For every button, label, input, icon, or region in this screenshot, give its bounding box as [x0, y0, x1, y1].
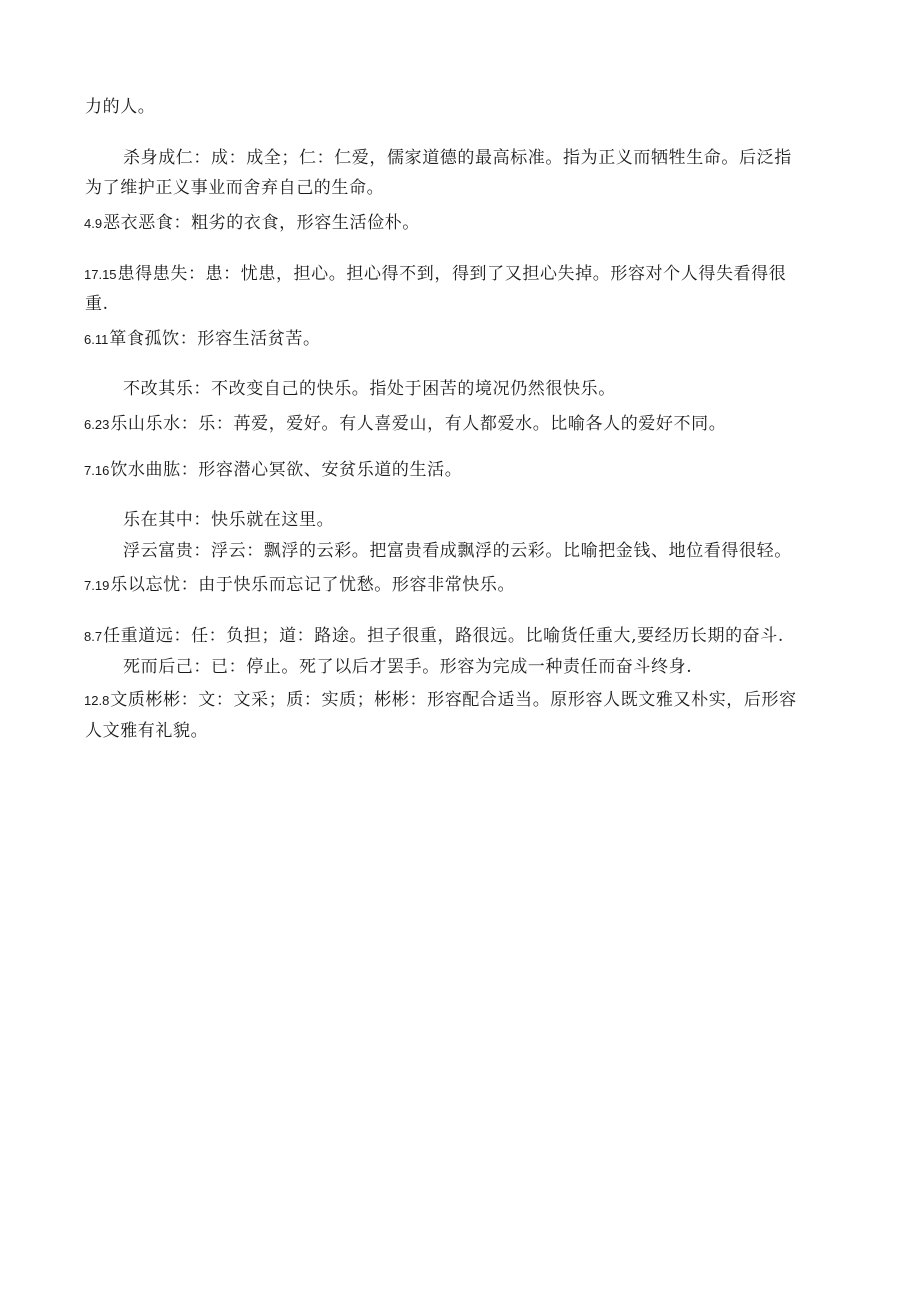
line-number: 8.7	[84, 629, 103, 644]
line-text: 乐在其中：快乐就在这里。	[123, 510, 335, 530]
line-text: 文质彬彬：文：文采；质：实质；彬彬：形容配合适当。原形容人既文雅又朴实，后形容	[110, 690, 797, 710]
line-number: 12.8	[84, 693, 110, 708]
text-line	[84, 324, 844, 355]
text-line	[84, 621, 844, 652]
line-text: 不改其乐：不改变自己的快乐。指处于困苦的境况仍然很快乐。	[123, 379, 616, 399]
line-text: 乐以忘忧：由于快乐而忘记了忧愁。形容非常快乐。	[110, 575, 516, 595]
text-line	[84, 455, 844, 486]
text-line	[84, 716, 844, 747]
line-number: 17.15	[84, 267, 117, 282]
line-number: 6.23	[84, 417, 110, 432]
line-text: 死而后己：已：停止。死了以后才罢手。形容为完成一种责任而奋斗终身.	[123, 657, 693, 677]
line-text: 浮云富贵：浮云：飘浮的云彩。把富贵看成飘浮的云彩。比喻把金钱、地位看得很轻。	[123, 541, 792, 561]
text-line	[84, 570, 844, 601]
text-line	[84, 208, 844, 239]
text-line	[122, 374, 882, 405]
line-text: 杀身成仁：成：成全；仁：仁爱，儒家道德的最高标准。指为正义而牺牲生命。后泛指	[123, 148, 792, 168]
text-line	[122, 143, 882, 174]
text-line	[122, 505, 882, 536]
line-text: 箪食孤饮：形容生活贫苦。	[109, 329, 321, 349]
line-number: 7.19	[84, 578, 110, 593]
line-number: 4.9	[84, 216, 103, 231]
text-line	[84, 92, 844, 123]
line-text: 患得患失：患：忧患，担心。担心得不到，得到了又担心失掉。形容对个人得失看得很	[117, 264, 787, 284]
line-text: 任重道远：任：负担；道：路途。担子很重，路很远。比喻货任重大,要经历长期的奋斗.	[103, 626, 784, 646]
line-text: 恶衣恶食：粗劣的衣食，形容生活俭朴。	[103, 213, 420, 233]
line-text: 饮水曲肱：形容潜心冥欲、安贫乐道的生活。	[110, 460, 463, 480]
line-number: 6.11	[84, 332, 109, 347]
line-text: 重.	[85, 294, 109, 314]
text-line	[84, 685, 844, 716]
text-line	[84, 259, 844, 290]
line-text: 力的人。	[85, 97, 156, 117]
text-line	[84, 289, 844, 320]
line-number: 7.16	[84, 463, 110, 478]
line-text: 为了维护正义事业而舍弃自己的生命。	[85, 178, 385, 198]
text-line	[84, 409, 844, 440]
line-text: 乐山乐水：乐：苒爱，爱好。有人喜爱山，有人都爱水。比喻各人的爱好不同。	[110, 414, 727, 434]
line-text: 人文雅有礼貌。	[85, 721, 209, 741]
text-line	[122, 536, 882, 567]
text-line	[122, 652, 882, 683]
text-line	[84, 173, 844, 204]
